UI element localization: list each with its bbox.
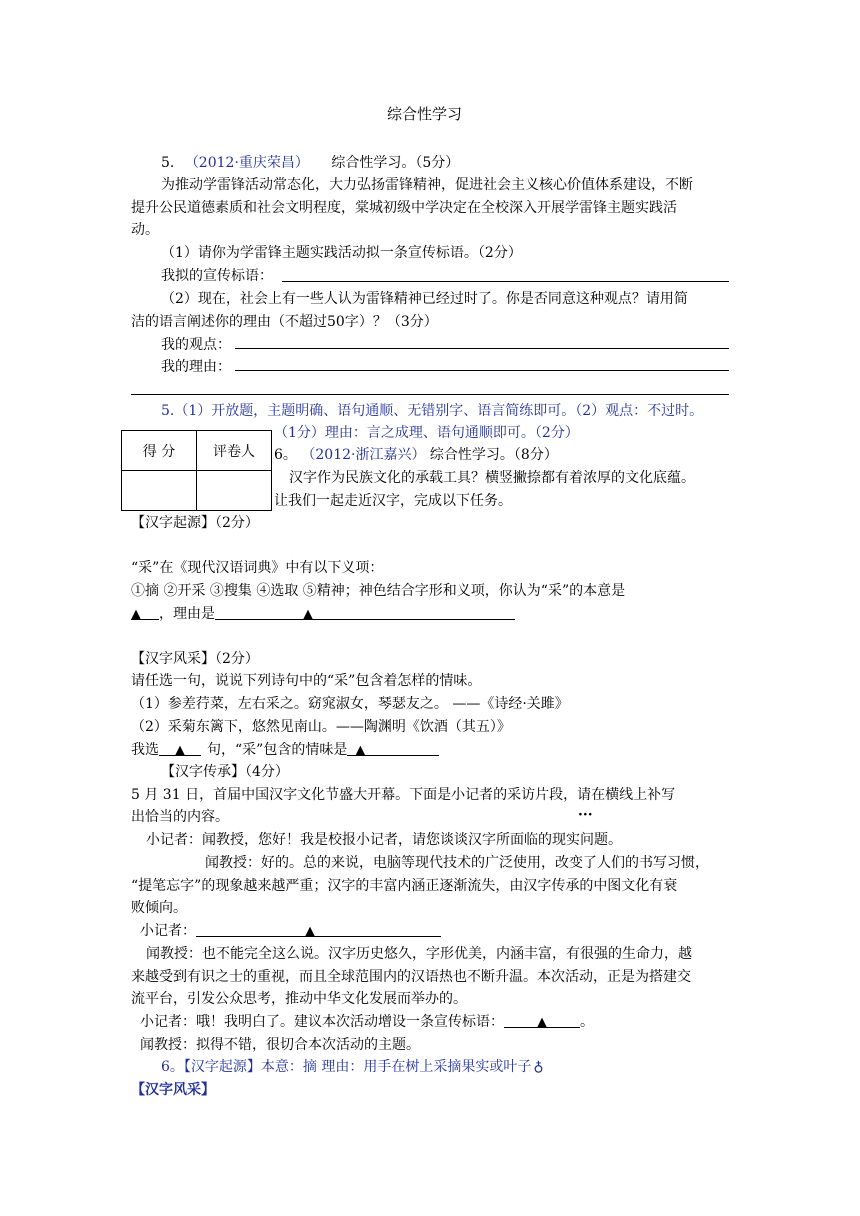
q6-answer-line-2: 【汉字风采】: [131, 1082, 215, 1098]
q6-heading: [274, 445, 558, 465]
q5-view-label: 我的观点：: [161, 337, 231, 353]
grader-header: 评卷人: [197, 431, 272, 471]
blank-mark: ▲: [355, 743, 366, 758]
q5-reason-blank-1[interactable]: [235, 370, 729, 371]
score-cell[interactable]: [122, 471, 197, 511]
origin-line-2: ①摘 ②开采 ③搜集 ④选取 ⑤精神；神色结合字形和义项，你认为“采”的本意是: [131, 583, 626, 599]
q6-number: 6。: [274, 447, 297, 463]
page-title: 综合性学习: [387, 105, 463, 123]
q5-intro-line-1: 为推动学雷锋活动常态化，大力弘扬雷锋精神，促进社会主义核心价值体系建设，不断: [161, 177, 693, 193]
heritage-line-3: 小记者：闻教授，您好！我是校报小记者，请您谈谈汉字所面临的现实问题。: [146, 832, 622, 848]
q6-intro-line-1: 汉字作为民族文化的承载工具？横竖撇捺都有着浓厚的文化底蕴。: [289, 470, 695, 486]
ellipsis-mark: ···: [578, 807, 593, 823]
score-table: [121, 430, 272, 511]
heritage-line-6: 败倾向。: [131, 900, 187, 916]
slogan-blank[interactable]: [504, 1012, 580, 1028]
q6-answer-text: 6。【汉字起源】本意：摘 理由：用手在树上采摘果实或叶子: [161, 1059, 532, 1075]
choose-blank[interactable]: [159, 740, 201, 756]
heritage-line-5: “提笔忘字”的现象越来越严重；汉字的丰富内涵正逐渐流失，由汉字传承的中图文化有衰: [131, 878, 678, 894]
slogan-period: 。: [580, 1014, 594, 1030]
q5-heading: [161, 153, 459, 173]
origin-line-1: “采”在《现代汉语词典》中有以下义项：: [131, 560, 384, 576]
grader-cell[interactable]: [197, 471, 272, 511]
q6-intro-line-2: 让我们一起走近汉字，完成以下任务。: [274, 493, 512, 509]
charm-line-1: 请任选一句，说说下列诗句中的“采”包含着怎样的情味。: [131, 673, 482, 689]
q5-slogan-blank[interactable]: [282, 281, 729, 282]
choose-label: 我选: [131, 742, 159, 758]
q5-source: （2012·重庆荣昌）: [184, 155, 309, 171]
q5-part-2-line-1: （2）现在，社会上有一些人认为雷锋精神已经过时了。你是否同意这种观点？请用简: [161, 291, 688, 307]
q5-view-blank[interactable]: [235, 348, 729, 349]
heritage-line-2: 出恰当的内容。: [131, 809, 229, 825]
section-charm-title: 【汉字风采】（2分）: [131, 651, 259, 667]
q5-heading-rest: 综合性学习。（5分）: [331, 155, 460, 171]
blank-mark: ▲: [131, 607, 141, 622]
charm-line-4: [131, 740, 439, 760]
q5-reason-label: 我的理由：: [161, 359, 231, 375]
q5-number: 5.: [161, 155, 175, 171]
q5-answer-line-1: 5.（1）开放题，主题明确、语句通顺、无错别字、语言简练即可。（2）观点：不过时。: [161, 403, 704, 419]
q5-part-2-line-2: 洁的语言阐述你的理由（不超过50字）？（3分）: [131, 314, 438, 330]
blank-mark: ▲: [305, 924, 315, 939]
reporter-blank[interactable]: [196, 921, 441, 937]
blank-mark: ▲: [175, 743, 185, 758]
heritage-line-9: 来越受到有识之士的重视，而且全球范围内的汉语热也不断升温。本次活动，正是为搭建交: [131, 969, 691, 985]
q5-slogan-label: 我拟的宣传标语：: [161, 268, 273, 284]
q5-intro-line-2: 提升公民道德素质和社会文明程度，棠城初级中学决定在全校深入开展学雷锋主题实践活: [131, 200, 677, 216]
section-heritage-title: 【汉字传承】（4分）: [161, 764, 289, 780]
slogan-prompt: 小记者：哦！我明白了。建议本次活动增设一条宣传标语：: [140, 1014, 504, 1030]
blank-mark: ▲: [303, 607, 313, 622]
q6-source: （2012·浙江嘉兴）: [301, 447, 426, 463]
section-origin-title: 【汉字起源】（2分）: [131, 515, 259, 531]
heritage-line-1: 5 月 31 日，首届中国汉字文化节盛大开幕。下面是小记者的采访片段，请在横线上补写: [131, 787, 676, 803]
reporter-label: 小记者：: [140, 923, 196, 939]
heritage-line-11: [140, 1012, 594, 1032]
flavor-blank[interactable]: [347, 740, 439, 756]
charm-line-2: （1）参差荇菜，左右采之。窈窕淑女，琴瑟友之。 ——《诗经·关雎》: [131, 696, 569, 712]
q5-answer-line-2: （1分）理由：言之成理、语句通顺即可。（2分）: [274, 425, 579, 441]
q5-part-1: （1）请你为学雷锋主题实践活动拟一条宣传标语。（2分）: [161, 245, 522, 261]
anchor-mark-icon: ♁: [533, 1059, 544, 1075]
origin-line-3: [131, 604, 515, 624]
heritage-line-7: [140, 921, 441, 941]
flavor-label: 句，“采”包含的情味是: [207, 742, 348, 758]
q6-heading-rest: 综合性学习。（8分）: [429, 447, 558, 463]
heritage-line-4: 闻教授：好的。总的来说，电脑等现代技术的广泛使用，改变了人们的书写习惯，: [205, 855, 709, 871]
heritage-line-10: 流平台，引发公众思考，推动中华文化发展而举办的。: [131, 991, 467, 1007]
q5-intro-line-3: 动。: [131, 222, 159, 238]
score-header: 得 分: [122, 431, 197, 471]
charm-line-3: （2）采菊东篱下，悠然见南山。——陶渊明《饮酒（其五）》: [131, 719, 511, 735]
reason-label: ，理由是: [159, 606, 215, 622]
blank-mark: ▲: [537, 1015, 547, 1030]
q6-answer-line-1: [161, 1057, 544, 1077]
heritage-line-8: 闻教授：也不能完全这么说。汉字历史悠久，字形优美，内涵丰富，有很强的生命力，越: [146, 946, 692, 962]
meaning-blank[interactable]: [131, 604, 159, 620]
reason-blank[interactable]: [215, 604, 515, 620]
q5-reason-blank-2[interactable]: [131, 394, 729, 395]
heritage-line-12: 闻教授：拟得不错，很切合本次活动的主题。: [140, 1037, 420, 1053]
